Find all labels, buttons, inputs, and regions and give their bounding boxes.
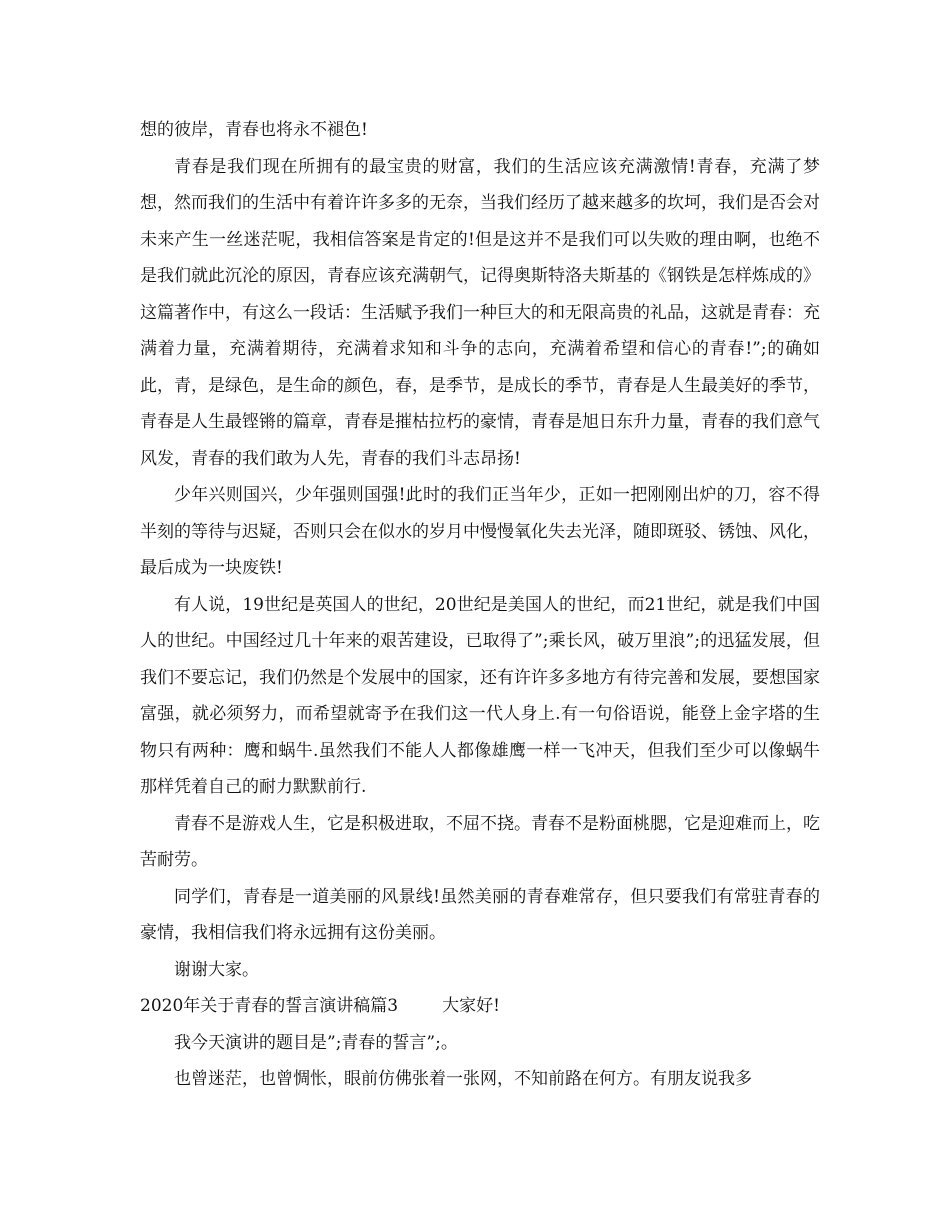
paragraph-century: 有人说，19世纪是英国人的世纪，20世纪是美国人的世纪，而21世纪，就是我们中国人的世纪。中国经过几十年来的艰苦建设，已取得了”;乘长风，破万里浪”;的迅猛发展，但我们不要忘记，我们仍然是个发展中的国家，还有许许多多地方有待完善和发展，要想国家富强，就必须努力，而希望就寄予在我们这一代人身上.有一句俗语说，能登上金字塔的生物只有两种：鹰和蜗牛.虽然我们不能人人都像雄鹰一样一飞冲天，但我们至少可以像蜗牛那样凭着自己的耐力默默前行. <box>140 594 820 797</box>
paragraph-thanks: 谢谢大家。 <box>174 959 259 980</box>
section-greeting: 大家好! <box>442 996 500 1016</box>
paragraph-confused: 也曾迷茫，也曾惆怅，眼前仿佛张着一张网，不知前路在何方。有朋友说我多 <box>174 1069 752 1089</box>
paragraph-classmates: 同学们，青春是一道美丽的风景线!虽然美丽的青春难常存，但只要我们有常驻青春的豪情，我相信我们将永远拥有这份美丽。 <box>140 886 820 943</box>
section-heading <box>140 988 820 1025</box>
paragraph-youth-nation: 少年兴则国兴，少年强则国强!此时的我们正当年少，正如一把刚刚出炉的刀，容不得半刻的等待与迟疑，否则只会在似水的岁月中慢慢氧化失去光泽，随即斑驳、锈蚀、风化，最后成为一块废铁! <box>140 485 820 578</box>
section-title: 2020年关于青春的誓言演讲稿篇3 <box>140 996 399 1016</box>
paragraph-youth-treasure: 青春是我们现在所拥有的最宝贵的财富，我们的生活应该充满激情!青春，充满了梦想，然而我们的生活中有着许许多多的无奈，当我们经历了越来越多的坎坷，我们是否会对未来产生一丝迷茫呢，我相信答案是肯定的!但是这并不是我们可以失败的理由啊，也绝不是我们就此沉沦的原因，青春应该充满朝气，记得奥斯特洛夫斯基的《钢铁是怎样炼成的》这篇著作中，有这么一段话：生活赋予我们一种巨大的和无限高贵的礼品，这就是青春：充满着力量，充满着期待，充满着求知和斗争的志向，充满着希望和信心的青春!”;的确如此，青，是绿色，是生命的颜色，春，是季节，是成长的季节，青春是人生最美好的季节，青春是人生最铿锵的篇章，青春是摧枯拉朽的豪情，青春是旭日东升力量，青春的我们意气风发，青春的我们敢为人先，青春的我们斗志昂扬! <box>140 156 820 469</box>
paragraph-continued: 想的彼岸，青春也将永不褪色! <box>140 120 368 140</box>
paragraph-topic: 我今天演讲的题目是”;青春的誓言”;。 <box>174 1032 458 1053</box>
paragraph-not-game: 青春不是游戏人生，它是积极进取，不屈不挠。青春不是粉面桃腮，它是迎难而上，吃苦耐劳。 <box>140 813 820 870</box>
document-body <box>140 112 820 1098</box>
